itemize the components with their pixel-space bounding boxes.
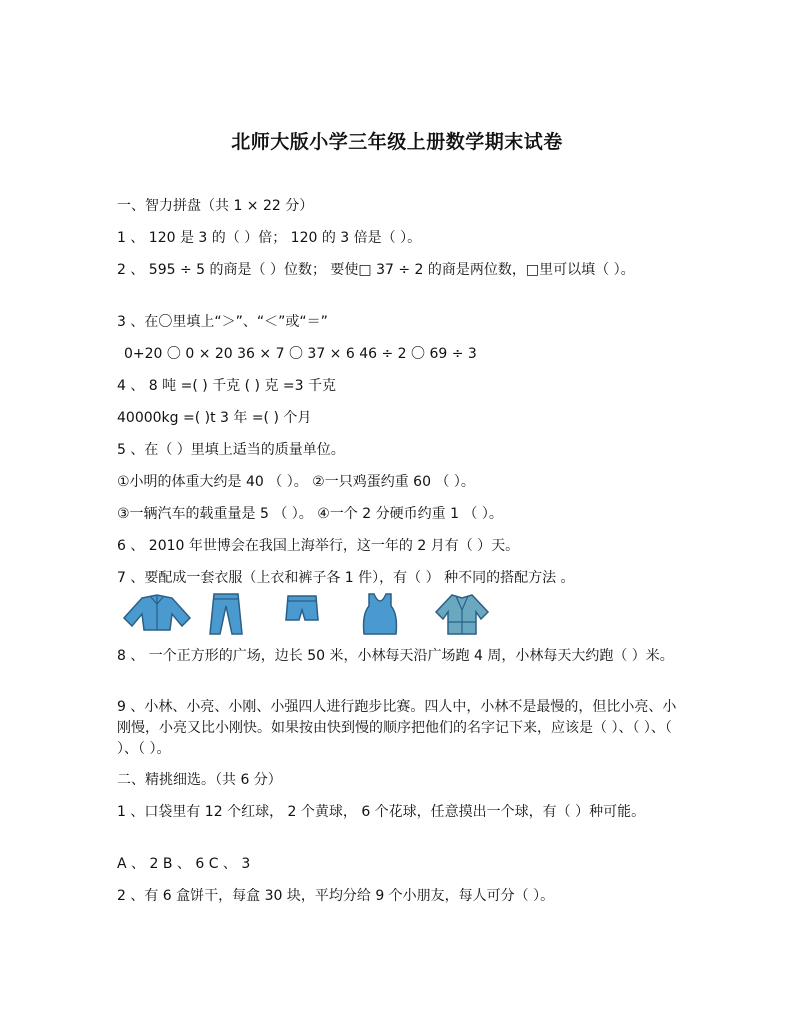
question-1-9: 9 、小林、小亮、小刚、小强四人进行跑步比赛。四人中，小林不是最慢的，但比小亮、小刚慢，小亮又比小刚快。如果按由快到慢的顺序把他们的名字记下来，应该是（ ）、（ ）、（ ）、（ ）。: [117, 699, 677, 757]
vest-icon: [360, 592, 400, 636]
trousers-icon: [208, 592, 244, 636]
coat-icon: [432, 592, 492, 636]
question-1-5: 5 、在（ ）里填上适当的质量单位。: [117, 442, 345, 458]
question-1-3: 3 、在〇里填上“＞”、“＜”或“＝”: [117, 314, 328, 330]
question-1-2: 2 、 595 ÷ 5 的商是（ ）位数； 要使□ 37 ÷ 2 的商是两位数，□里可以填（ ）。: [117, 262, 635, 278]
question-2-1: 1 、口袋里有 12 个红球， 2 个黄球， 6 个花球，任意摸出一个球，有（ ）种可能。: [117, 804, 646, 820]
question-1-3-items: 0+20 〇 0 × 20 36 × 7 〇 37 × 6 46 ÷ 2 〇 69 ÷ 3: [124, 346, 477, 362]
question-1-4a: 4 、 8 吨 =( ) 千克 ( ) 克 =3 千克: [117, 378, 336, 394]
jacket-icon: [120, 592, 194, 632]
question-2-1-options: A 、 2 B 、 6 C 、 3: [117, 856, 251, 872]
question-1-6: 6 、 2010 年世博会在我国上海举行，这一年的 2 月有（ ）天。: [117, 538, 520, 554]
question-1-4b: 40000kg =( )t 3 年 =( ) 个月: [117, 410, 312, 426]
section1-heading: 一、智力拼盘（共 1 × 22 分）: [117, 198, 314, 214]
question-1-7: 7 、要配成一套衣服（上衣和裤子各 1 件），有（ ） 种不同的搭配方法 。: [117, 570, 575, 586]
question-1-5b: ③一辆汽车的载重量是 5 （ ）。 ④一个 2 分硬币约重 1 （ ）。: [117, 506, 503, 522]
page-title: 北师大版小学三年级上册数学期末试卷: [231, 131, 563, 153]
question-1-5a: ①小明的体重大约是 40 （ ）。 ②一只鸡蛋约重 60 （ ）。: [117, 474, 475, 490]
shorts-icon: [284, 592, 320, 626]
question-1-8: 8 、 一个正方形的广场，边长 50 米，小林每天沿广场跑 4 周，小林每天大约跑（ ）米。: [117, 648, 674, 664]
question-1-1: 1 、 120 是 3 的（ ）倍； 120 的 3 倍是（ ）。: [117, 230, 422, 246]
section2-heading: 二、精挑细选。（共 6 分）: [117, 772, 282, 788]
question-2-2: 2 、有 6 盒饼干，每盒 30 块，平均分给 9 个小朋友，每人可分（ ）。: [117, 888, 555, 904]
clothing-images: [120, 592, 500, 636]
